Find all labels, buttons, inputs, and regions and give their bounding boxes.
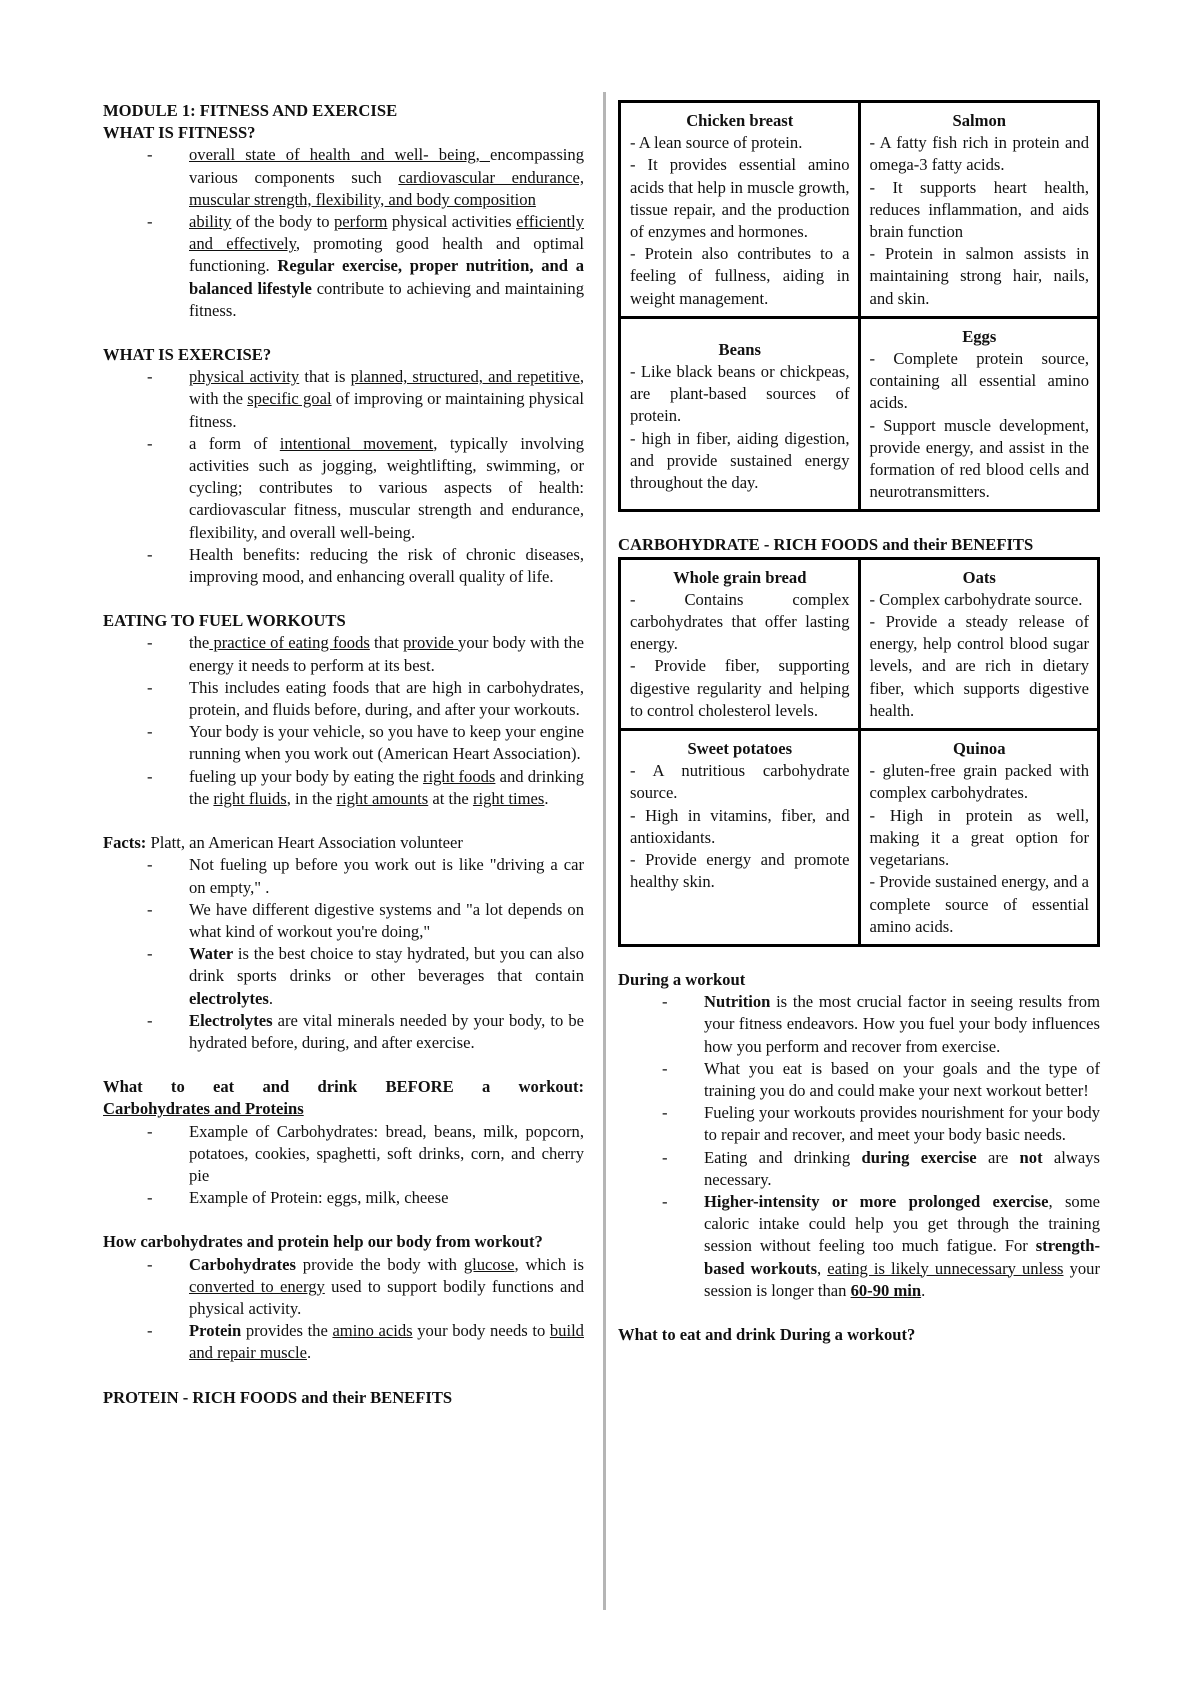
cell-line: - It supports heart health, reduces inflammation, and aids brain function xyxy=(869,177,1089,242)
bold-text: Carbohydrates xyxy=(189,1254,296,1274)
table-row xyxy=(620,317,1099,511)
text: . xyxy=(921,1280,926,1300)
table-cell-oats xyxy=(859,558,1099,729)
underlined-text: planned, structured, and repetitive xyxy=(350,367,580,387)
fitness-list xyxy=(103,144,584,322)
bold-text: electrolytes xyxy=(189,988,269,1008)
eating-list xyxy=(103,632,584,810)
bold-text: Higher-intensity or more prolonged exercise xyxy=(704,1191,1049,1211)
protein-heading: PROTEIN - RICH FOODS and their BENEFITS xyxy=(103,1387,453,1407)
during-list xyxy=(618,991,1100,1302)
cell-line: - Provide fiber, supporting digestive regularity and helping to control cholesterol levels. xyxy=(630,656,850,720)
list-item xyxy=(189,211,584,322)
cell-line: - A fatty fish rich in protein and omega-3 fatty acids. xyxy=(869,133,1089,175)
text: of improving or maintaining physical fitness. xyxy=(189,389,584,431)
list-item xyxy=(189,1320,584,1364)
cell-title: Salmon xyxy=(952,111,1006,130)
text: fueling up your body by eating the xyxy=(189,766,423,786)
text: , which is xyxy=(514,1254,584,1274)
bold-text: Nutrition xyxy=(704,992,771,1012)
cell-line: - A nutritious carbohydrate source. xyxy=(630,761,850,803)
table-row xyxy=(620,558,1099,729)
spacer xyxy=(103,1365,584,1387)
cell-line: - Provide sustained energy, and a complete source of essential amino acids. xyxy=(869,872,1089,936)
facts-text: Platt, an American Heart Association volunteer xyxy=(146,833,463,853)
underlined-text: perform xyxy=(334,212,388,232)
underlined-text: glucose xyxy=(463,1254,515,1274)
cell-line: - Provide a steady release of energy, help control blood sugar levels, and are rich in dietary fiber, which supports digestive health. xyxy=(869,612,1089,720)
underlined-text: Carbohydrates and Proteins xyxy=(103,1099,304,1119)
text: provides the xyxy=(241,1321,333,1341)
facts-list xyxy=(103,854,584,1054)
during-heading-2: What to eat and drink During a workout? xyxy=(618,1324,916,1344)
module-title: MODULE 1: FITNESS AND EXERCISE xyxy=(103,101,398,120)
cell-line: - Contains complex carbohydrates that offer lasting energy. xyxy=(630,589,850,654)
list-item: - This includes eating foods that are high in carbohydrates, protein, and fluids before, during, and after your workouts. xyxy=(189,677,584,721)
text: at the xyxy=(428,788,473,808)
underlined-text: right amounts xyxy=(336,788,429,808)
eating-heading: EATING TO FUEL WORKOUTS xyxy=(103,611,346,631)
text: , with the xyxy=(189,367,584,409)
list-item: - Fueling your workouts provides nourishment for your body to repair and recover, and meet your body basic needs. xyxy=(704,1102,1100,1146)
text: of the body to xyxy=(231,212,334,232)
during-heading: During a workout xyxy=(618,969,746,989)
underlined-text: cardiovascular endurance, muscular strength, flexibility, and body composition xyxy=(189,167,584,209)
underlined-text: provide xyxy=(403,633,459,653)
cell-title: Whole grain bread xyxy=(673,567,807,587)
spacer xyxy=(618,947,1100,969)
table-cell-wholegrain xyxy=(620,558,860,729)
cell-line: - High in vitamins, fiber, and antioxidants. xyxy=(630,805,850,847)
cell-title: Sweet potatoes xyxy=(687,739,793,759)
text: your session is longer than xyxy=(704,1258,1100,1300)
text: physical activities xyxy=(387,212,517,232)
text: , some caloric intake could help you get through the training session without feeling too much fatigue. For xyxy=(704,1191,1101,1256)
carb-foods-table xyxy=(618,557,1100,947)
table-cell-salmon xyxy=(859,102,1099,318)
text: is the best choice to stay hydrated, but you can also drink sports drinks or other beverages that contain xyxy=(189,944,584,986)
list-item xyxy=(704,1147,1100,1191)
list-item: - Not fueling up before you work out is like "driving a car on empty," . xyxy=(189,854,584,898)
cell-line: - Protein in salmon assists in maintaining strong hair, nails, and skin. xyxy=(869,244,1089,308)
right-column xyxy=(618,100,1100,1346)
cell-title: Beans xyxy=(718,339,761,359)
list-item: - Example of Carbohydrates: bread, beans, milk, popcorn, potatoes, cookies, spaghetti, soft drinks, corn, and cherry pie xyxy=(189,1121,584,1188)
before-list xyxy=(103,1121,584,1210)
list-item xyxy=(189,366,584,433)
list-item xyxy=(704,1191,1100,1302)
cell-line: - Support muscle development, provide energy, and assist in the formation of red blood cells and neurotransmitters. xyxy=(869,415,1089,502)
spacer xyxy=(618,1302,1100,1324)
underlined-text: practice of eating foods xyxy=(209,633,370,653)
table-cell-beans xyxy=(620,317,860,511)
underlined-text: right fluids xyxy=(213,788,287,808)
bold-text: during exercise xyxy=(861,1147,977,1167)
list-item xyxy=(189,1010,584,1054)
text: the xyxy=(189,633,210,653)
spacer xyxy=(103,588,584,610)
cell-line: - High in protein as well, making it a great option for vegetarians. xyxy=(869,805,1089,870)
cell-line: - It provides essential amino acids that help in muscle growth, tissue repair, and the production of enzymes and hormones. xyxy=(630,155,850,242)
text: provide the body with xyxy=(295,1254,464,1274)
spacer xyxy=(103,322,584,344)
underlined-text: build and repair muscle xyxy=(189,1321,584,1363)
spacer xyxy=(103,1209,584,1231)
list-item: - We have different digestive systems and "a lot depends on what kind of workout you're doing," xyxy=(189,899,584,943)
exercise-heading: WHAT IS EXERCISE? xyxy=(103,345,272,365)
text: , in the xyxy=(286,788,337,808)
text: is the most crucial factor in seeing results from your fitness endeavors. How you fuel your body influences how you perform and recover from exercise. xyxy=(704,992,1100,1056)
underlined-text: right foods xyxy=(422,766,496,786)
table-cell-sweetpotatoes xyxy=(620,730,860,946)
text: always necessary. xyxy=(704,1147,1101,1189)
underlined-text: eating is likely unnecessary unless xyxy=(827,1258,1064,1278)
table-row xyxy=(620,730,1099,946)
carb-heading-text: CARBOHYDRATE - RICH FOODS and their BENEFITS xyxy=(618,535,1034,555)
underlined-text: amino acids xyxy=(332,1321,413,1341)
text: are vital minerals needed by your body, to be hydrated before, during, and after exercise. xyxy=(189,1010,584,1052)
text: and drinking the xyxy=(189,766,584,808)
exercise-list xyxy=(103,366,584,588)
text: Eating and drinking xyxy=(704,1147,862,1167)
cell-title: Quinoa xyxy=(952,739,1006,759)
fitness-heading: WHAT IS FITNESS? xyxy=(103,123,256,143)
cell-line: - high in fiber, aiding digestion, and provide sustained energy throughout the day. xyxy=(630,428,850,493)
before-subheading xyxy=(103,1098,584,1120)
cell-title: Chicken breast xyxy=(686,111,794,130)
text: encompassing various components such xyxy=(189,145,584,187)
how-heading: How carbohydrates and protein help our body from workout? xyxy=(103,1232,543,1252)
text: are xyxy=(976,1147,1020,1167)
carb-heading xyxy=(618,534,1100,556)
bold-text: Electrolytes xyxy=(189,1010,273,1030)
protein-foods-table xyxy=(618,100,1100,512)
cell-line: - gluten-free grain packed with complex carbohydrates. xyxy=(869,761,1089,803)
list-item xyxy=(704,991,1100,1058)
text: your body with the energy it needs to perform at its best. xyxy=(189,633,584,675)
text: that xyxy=(369,633,404,653)
table-cell-chicken xyxy=(620,102,860,318)
left-column xyxy=(103,100,584,1409)
list-item xyxy=(189,1254,584,1321)
column-divider xyxy=(603,92,606,1610)
underlined-text: physical activity xyxy=(189,367,300,387)
list-item xyxy=(189,766,584,810)
list-item xyxy=(189,144,584,211)
list-item xyxy=(189,433,584,544)
list-item: - Example of Protein: eggs, milk, cheese xyxy=(189,1187,584,1209)
text: . xyxy=(306,1343,312,1363)
underlined-text: right times xyxy=(472,788,545,808)
cell-title: Eggs xyxy=(962,326,997,346)
list-item: - What you eat is based on your goals and the type of training you do and could make your next workout better! xyxy=(704,1058,1100,1102)
cell-line: - Provide energy and promote healthy skin. xyxy=(630,850,850,892)
underlined-text: intentional movement xyxy=(279,433,434,453)
spacer xyxy=(618,512,1100,534)
spacer xyxy=(103,1054,584,1076)
underlined-text: efficiently and effectively xyxy=(189,212,584,254)
before-heading: What to eat and drink BEFORE a workout: xyxy=(103,1077,584,1097)
list-item: - Your body is your vehicle, so you have to keep your engine running when you work out (American Heart Association). xyxy=(189,721,584,765)
cell-line: - Complex carbohydrate source. xyxy=(869,589,1083,609)
text: , typically involving activities such as jogging, weightlifting, swimming, or cycling; contributes to various aspects of health: cardiovascular fitness, muscular strength and endurance, flexibility, and overall well-being. xyxy=(189,433,584,542)
text: a form of xyxy=(189,433,280,453)
underlined-text: converted to energy xyxy=(189,1276,325,1296)
text: . xyxy=(268,988,274,1008)
bold-text: Protein xyxy=(189,1321,242,1341)
text: used to support bodily functions and physical activity. xyxy=(189,1276,584,1318)
cell-line: - A lean source of protein. xyxy=(630,133,803,153)
text: your body needs to xyxy=(412,1321,550,1341)
bold-text: not xyxy=(1019,1147,1043,1167)
cell-line: - Protein also contributes to a feeling of fullness, aiding in weight management. xyxy=(630,244,850,308)
cell-line: - Like black beans or chickpeas, are plant-based sources of protein. xyxy=(630,362,850,426)
table-row xyxy=(620,102,1099,318)
facts-line xyxy=(103,832,584,854)
facts-label: Facts: xyxy=(103,833,147,853)
bold-text: Water xyxy=(189,944,234,964)
list-item xyxy=(189,632,584,676)
bold-text: strength-based workouts xyxy=(704,1236,1100,1278)
underlined-text: overall state of health and well- being, xyxy=(189,145,490,165)
text: that is xyxy=(299,367,351,387)
spacer xyxy=(103,810,584,832)
table-cell-eggs xyxy=(859,317,1099,511)
text: , promoting good health and optimal functioning. xyxy=(189,234,584,276)
table-cell-quinoa xyxy=(859,730,1099,946)
cell-line: - Complete protein source, containing all essential amino acids. xyxy=(869,349,1089,413)
bold-text: Regular exercise, proper nutrition, and a balanced lifestyle xyxy=(189,256,584,298)
bold-underlined-text: 60-90 min xyxy=(850,1280,922,1300)
list-item: - Health benefits: reducing the risk of chronic diseases, improving mood, and enhancing overall quality of life. xyxy=(189,544,584,588)
text: contribute to achieving and maintaining fitness. xyxy=(189,278,584,320)
text: . xyxy=(544,788,549,808)
how-list xyxy=(103,1254,584,1365)
list-item xyxy=(189,943,584,1010)
text: , xyxy=(817,1258,828,1278)
cell-title: Oats xyxy=(962,567,996,587)
underlined-text: ability xyxy=(189,212,232,232)
underlined-text: specific goal xyxy=(247,389,332,409)
